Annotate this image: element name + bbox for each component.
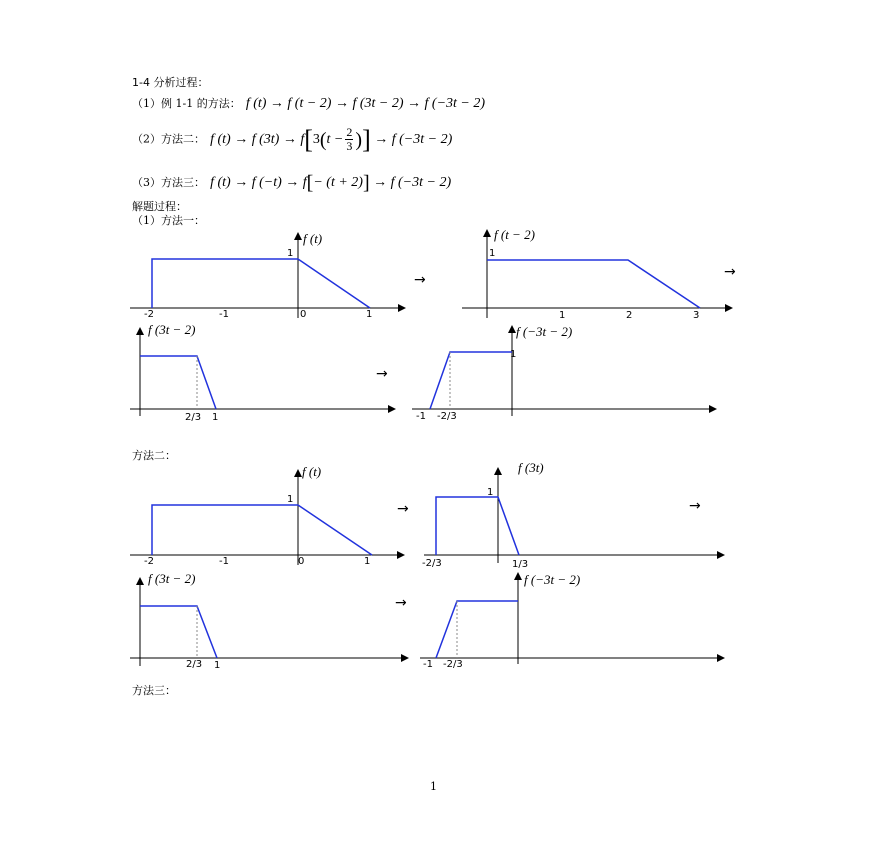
- step-2-label: （2）方法二：: [132, 132, 205, 146]
- transform-arrow: →: [395, 595, 407, 611]
- peak-label: 1: [510, 349, 517, 360]
- tick-label: 1: [559, 310, 566, 321]
- fn-label: f (3t): [518, 460, 544, 475]
- m2-graph-f-neg-3t-minus-2: [420, 572, 724, 670]
- peak-label: 1: [489, 248, 496, 259]
- m1-graph-f-t-minus-2: [462, 227, 732, 321]
- m2-graph-f-3t: [422, 460, 724, 570]
- tick-label: 2/3: [186, 659, 203, 670]
- signal-curve: [487, 260, 700, 308]
- tick-label: 1: [366, 309, 373, 320]
- step-3-label: （3）方法三：: [132, 176, 205, 189]
- peak-label: 1: [487, 487, 494, 498]
- signal-curve: [140, 356, 216, 409]
- peak-label: 1: [287, 494, 294, 505]
- fn-label: f (−3t − 2): [516, 324, 573, 339]
- signal-curve: [140, 606, 217, 658]
- m2-graph-f-t: [130, 464, 404, 567]
- m2-graph-f-3t-minus-2: [130, 571, 408, 671]
- tick-label: 1: [364, 556, 371, 567]
- tick-label: 1/3: [512, 559, 529, 570]
- fn-label: f (t): [303, 231, 323, 246]
- fn-label: f (t − 2): [494, 227, 535, 242]
- tick-label: 2: [626, 310, 633, 321]
- step-1-label: （1）例 1-1 的方法：: [132, 97, 241, 110]
- tick-label: -2/3: [422, 558, 442, 569]
- signal-curve: [436, 601, 518, 658]
- tick-label: -1: [416, 411, 426, 422]
- method-2-label: 方法二：: [132, 449, 176, 462]
- tick-label: -2/3: [437, 411, 457, 422]
- m1-graph-f-3t-minus-2: [130, 322, 395, 423]
- page-number: 1: [430, 780, 437, 793]
- signal-curve: [430, 352, 512, 409]
- tick-label: 1: [212, 412, 219, 423]
- tick-label: 1: [214, 660, 221, 671]
- step-1-chain: f (t) → f (t − 2) → f (3t − 2) → f (−3t − 2): [245, 96, 486, 111]
- tick-label: 0: [300, 309, 307, 320]
- tick-label: -2: [144, 556, 154, 567]
- fn-label: f (3t − 2): [148, 322, 196, 337]
- transform-arrow: →: [689, 498, 701, 514]
- signal-curve: [436, 497, 519, 555]
- transform-arrow: →: [397, 501, 409, 517]
- solution-label: 解题过程：: [132, 200, 187, 213]
- tick-label: -2: [144, 309, 154, 320]
- tick-label: 2/3: [185, 412, 202, 423]
- signal-curve: [152, 259, 370, 308]
- tick-label: -2/3: [443, 659, 463, 670]
- signal-curve: [152, 505, 372, 555]
- section-heading: 1-4 分析过程：: [132, 76, 209, 89]
- tick-label: 3: [693, 310, 700, 321]
- transform-arrow: →: [376, 366, 388, 382]
- tick-label: 0: [298, 556, 305, 567]
- fn-label: f (−3t − 2): [524, 572, 581, 587]
- fn-label: f (3t − 2): [148, 571, 196, 586]
- step-2-chain: f (t) → f (3t) → f[3(t − $\frac{2}{3}$ )] → f (−3t − 2): [210, 124, 453, 154]
- method-1-label: （1）方法一：: [132, 214, 205, 227]
- transform-arrow: →: [414, 272, 426, 288]
- method-3-label: 方法三：: [132, 684, 176, 697]
- tick-label: -1: [423, 659, 433, 670]
- peak-label: 1: [287, 248, 294, 259]
- transform-arrow: →: [724, 264, 736, 280]
- tick-label: -1: [219, 556, 229, 567]
- tick-label: -1: [219, 309, 229, 320]
- fn-label: f (t): [302, 464, 322, 479]
- m1-graph-f-neg-3t-minus-2: [412, 324, 716, 422]
- step-3-chain: f (t) → f (−t) → f[− (t + 2)] → f (−3t − 2): [210, 171, 452, 194]
- m1-graph-f-t: [130, 231, 405, 320]
